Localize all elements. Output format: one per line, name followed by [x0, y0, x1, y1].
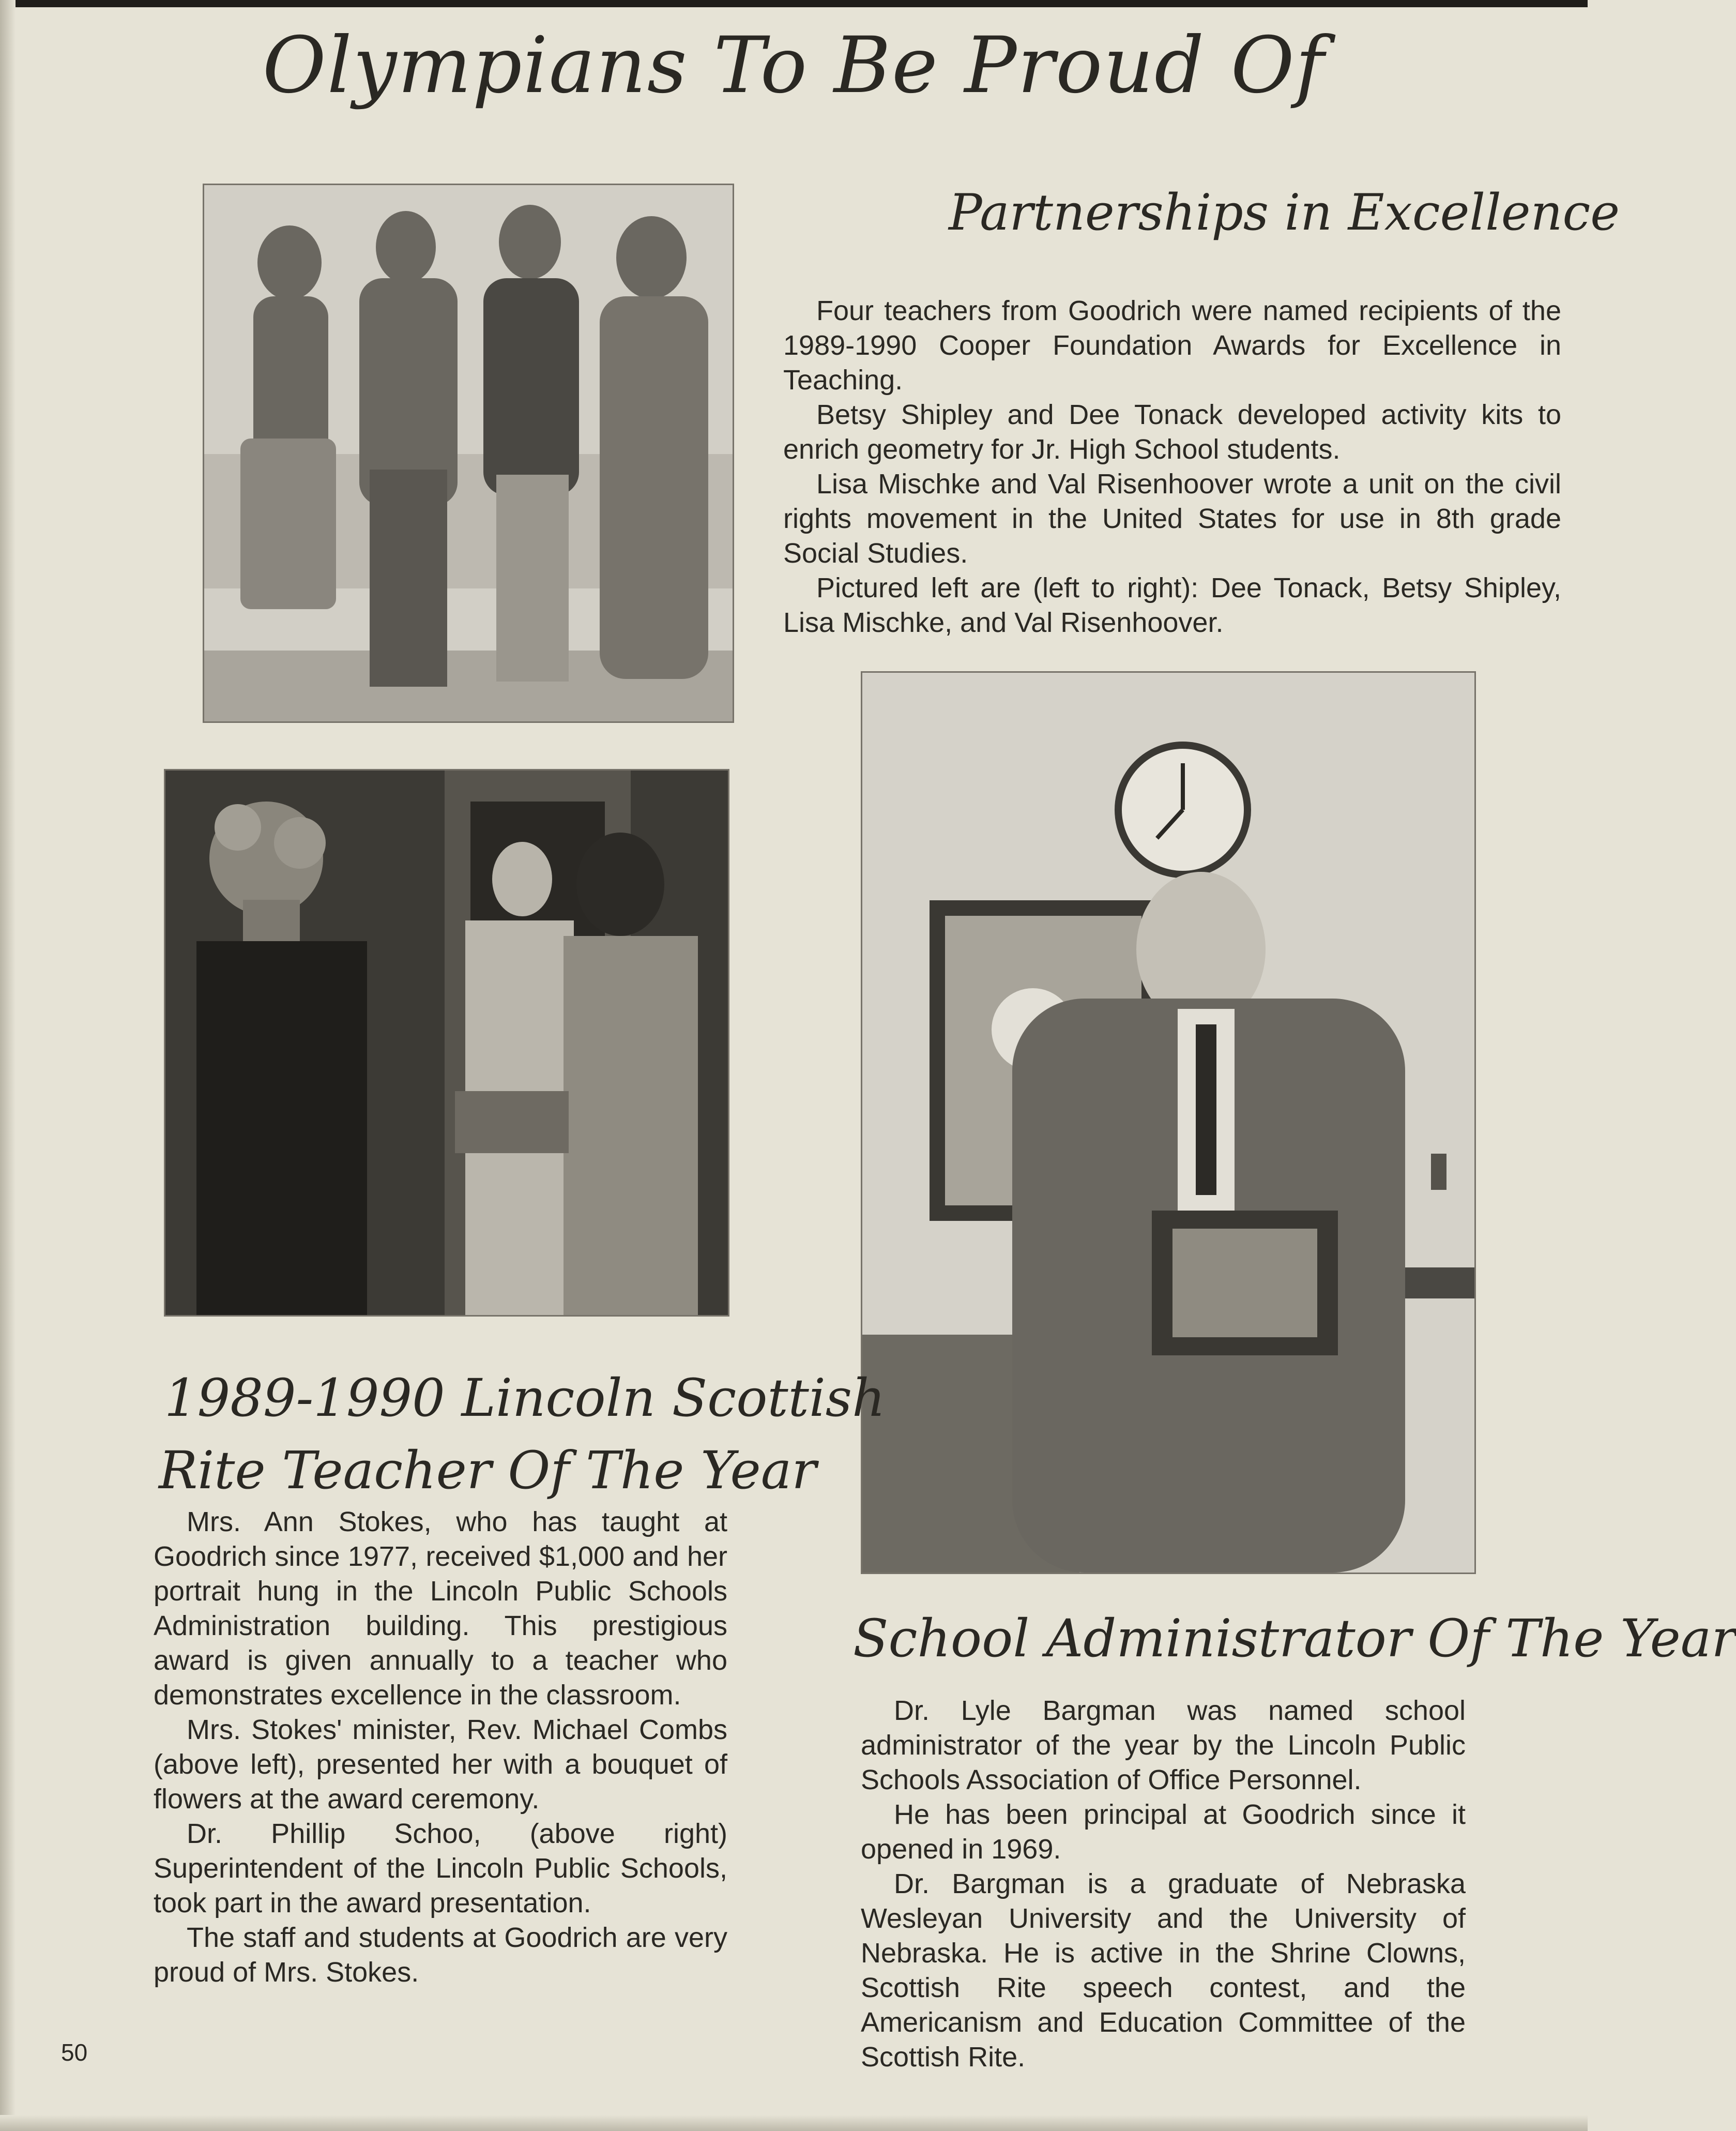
partnerships-paragraph: Four teachers from Goodrich were named recipients of the 1989-1990 Cooper Foundation Awards for Excellence in Teaching. — [783, 295, 1561, 396]
administrator-paragraph: Dr. Lyle Bargman was named school administrator of the year by the Lincoln Public Schools Association of Office Personnel. — [861, 1695, 1466, 1795]
page-top-edge — [0, 0, 1588, 7]
photo-four-teachers — [203, 184, 734, 723]
partnerships-paragraph: Pictured left are (left to right): Dee Tonack, Betsy Shipley, Lisa Mischke, and Val Risenhoover. — [783, 572, 1561, 638]
page-number: 50 — [61, 2039, 88, 2066]
partnerships-heading: Partnerships in Excellence — [949, 184, 1620, 241]
teacher-text — [154, 1505, 727, 1990]
teacher-paragraph: Mrs. Stokes' minister, Rev. Michael Combs (above left), presented her with a bouquet of flowers at the award ceremony. — [154, 1714, 727, 1815]
teacher-heading-line2: Rite Teacher Of The Year — [159, 1440, 817, 1501]
photo-dr-bargman — [861, 671, 1476, 1574]
partnerships-paragraph: Betsy Shipley and Dee Tonack developed activity kits to enrich geometry for Jr. High School students. — [783, 399, 1561, 465]
page-bottom-edge — [0, 2115, 1588, 2131]
partnerships-text — [783, 294, 1561, 640]
administrator-text — [861, 1694, 1466, 2075]
teacher-heading-line1: 1989-1990 Lincoln Scottish — [164, 1368, 886, 1428]
teacher-paragraph: The staff and students at Goodrich are very proud of Mrs. Stokes. — [154, 1922, 727, 1988]
page-binding-shadow — [0, 0, 16, 2131]
administrator-paragraph: Dr. Bargman is a graduate of Nebraska Wesleyan University and the University of Nebraska. He is active in the Shrine Clowns, Scottish Rite speech contest, and the Americanism and Education Committee of the Scottish Rite. — [861, 1868, 1466, 2073]
administrator-paragraph: He has been principal at Goodrich since it opened in 1969. — [861, 1799, 1466, 1865]
teacher-paragraph: Mrs. Ann Stokes, who has taught at Goodrich since 1977, received $1,000 and her portrait hung in the Lincoln Public Schools Administration building. This prestigious award is given annually to a teacher who demonstrates excellence in the classroom. — [154, 1506, 727, 1711]
page-title: Olympians To Be Proud Of — [262, 21, 1326, 111]
administrator-heading: School Administrator Of The Year — [853, 1608, 1736, 1669]
partnerships-paragraph: Lisa Mischke and Val Risenhoover wrote a unit on the civil rights movement in the United States for use in 8th grade Social Studies. — [783, 468, 1561, 569]
teacher-paragraph: Dr. Phillip Schoo, (above right) Superintendent of the Lincoln Public Schools, took part in the award presentation. — [154, 1818, 727, 1918]
photo-award-ceremony — [164, 769, 729, 1317]
